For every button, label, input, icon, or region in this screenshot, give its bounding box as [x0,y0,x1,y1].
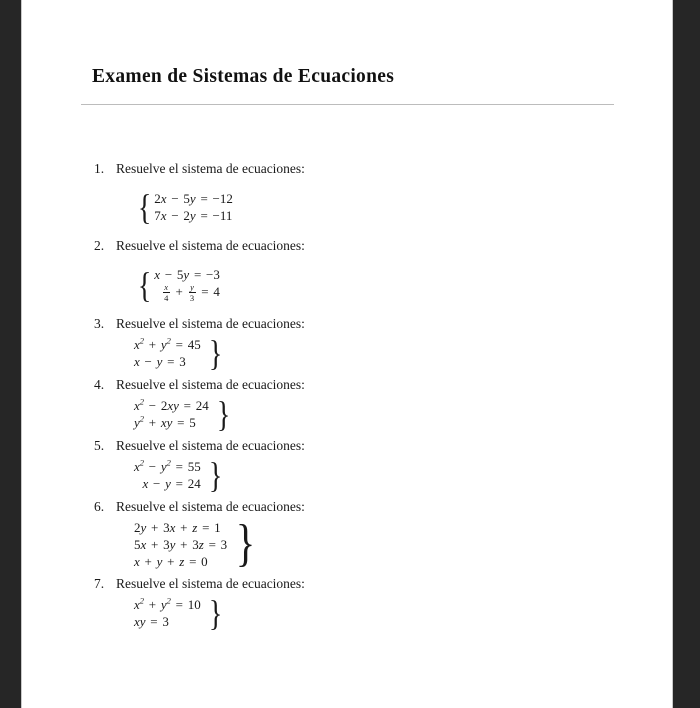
equation-line: x − 5y = −3 [154,267,220,282]
brace-right-icon: } [208,593,223,634]
exercise-prompt: Resuelve el sistema de ecuaciones: [116,316,305,332]
equation-stack [134,397,209,431]
exercise-item [94,160,652,225]
equation-line: x + y + z = 0 [134,553,208,569]
equation-line: $x^2 - 2xy = 24$ [134,397,209,414]
equation-line: 7x − 2y = −11 [154,208,233,223]
exercise-number: 2. [94,238,105,253]
document-page [22,0,672,708]
equation-line: x − y = 24 [142,476,201,492]
exercise-prompt: Resuelve el sistema de ecuaciones: [116,161,305,176]
exercise-number: 1. [94,161,105,176]
page-title: Examen de Sistemas de Ecuaciones [92,66,395,87]
exercise-number: 7. [94,576,105,592]
brace-right-icon: } [216,394,231,435]
exercise-number: 5. [94,438,105,454]
equation-line: $x^2 + y^2 = 10$ [134,596,201,613]
equation-system [116,394,652,435]
equation-system [116,455,652,496]
left-page-seam [21,0,22,708]
exercise-item [94,315,652,374]
brace-right-icon: } [235,515,256,573]
equation-stack [134,336,201,370]
equation-line: x − y = 3 [134,354,186,370]
exercise-prompt: Resuelve el sistema de ecuaciones: [116,238,305,253]
exercise-prompt: Resuelve el sistema de ecuaciones: [116,499,305,515]
exercise-item [94,437,652,496]
equation-stack [154,190,233,224]
equation-line: $y^2$ + xy = 5 [134,414,196,431]
exercise-item [94,575,652,634]
equation-stack [134,519,227,570]
equation-stack [134,458,201,492]
brace-right-icon: } [208,333,223,374]
equation-system [116,593,652,634]
equation-system [116,189,652,225]
exercise-number: 3. [94,316,105,332]
right-edge-band [673,0,700,708]
right-page-seam [672,0,673,708]
equation-line: $\frac{x}{4}$ + $\frac{y}{3}$ = 4 [164,281,220,303]
exercise-prompt: Resuelve el sistema de ecuaciones: [116,377,305,393]
exercise-list [94,160,652,636]
brace-right-icon: } [208,455,223,496]
exercise-item [94,237,652,303]
equation-line: 5x + 3y + 3z = 3 [134,536,228,552]
brace-left-icon: { [137,264,152,305]
equation-system [116,333,652,374]
exercise-prompt: Resuelve el sistema de ecuaciones: [116,576,305,592]
equation-line: $x^2 + y^2 = 45$ [134,336,201,353]
exercise-item [94,376,652,435]
equation-line: 2y + 3x + z = 1 [134,519,221,535]
brace-left-icon: { [137,187,152,227]
exercise-prompt: Resuelve el sistema de ecuaciones: [116,438,305,454]
equation-system [116,266,652,303]
exercise-item [94,498,652,573]
exercise-number: 6. [94,499,105,515]
equation-line: 2x − 5y = −12 [154,191,233,206]
exercise-number: 4. [94,377,105,393]
equation-system [116,515,652,573]
title-divider [81,104,614,105]
left-edge-band [0,0,21,708]
equation-line: $x^2 - y^2 = 55$ [134,458,201,475]
equation-line: xy = 3 [134,614,169,630]
equation-stack [134,596,201,630]
equation-stack [154,266,220,303]
